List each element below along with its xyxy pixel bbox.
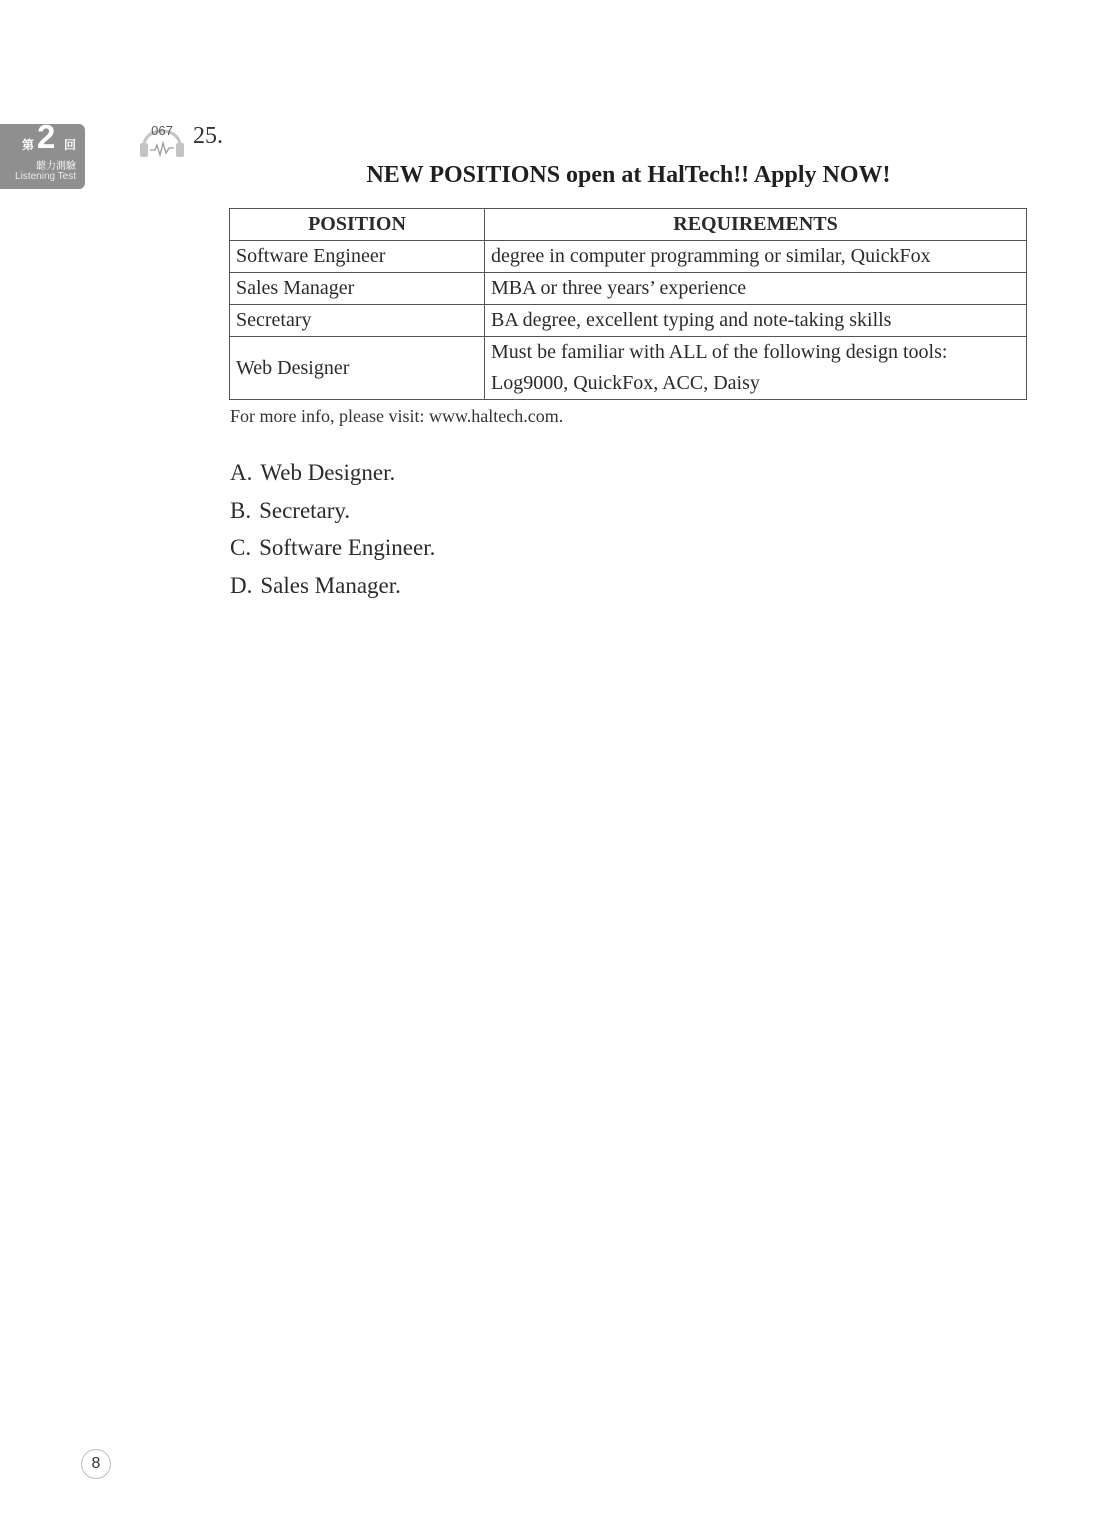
table-row — [230, 337, 1027, 400]
requirements-cell: BA degree, excellent typing and note-taking skills — [485, 305, 1027, 337]
position-cell: Web Designer — [230, 337, 485, 400]
requirements-line: Must be familiar with ALL of the following design tools: — [491, 341, 948, 363]
table-row — [230, 241, 1027, 273]
option-letter: D. — [230, 572, 253, 598]
position-cell: Sales Manager — [230, 273, 485, 305]
table-row — [230, 305, 1027, 337]
notice-footnote: For more info, please visit: www.haltech.com. — [230, 406, 564, 426]
requirements-line: Log9000, QuickFox, ACC, Daisy — [491, 372, 760, 394]
requirements-cell: MBA or three years’ experience — [485, 273, 1027, 305]
audio-track-number: 067 — [151, 123, 173, 138]
position-cell: Software Engineer — [230, 241, 485, 273]
section-title-en: Listening Test — [15, 171, 76, 182]
option-a[interactable] — [230, 456, 435, 494]
option-text: Software Engineer. — [259, 535, 436, 560]
section-tab-suffix: 回 — [64, 138, 77, 152]
answer-options — [230, 456, 435, 606]
option-text: Secretary. — [259, 497, 351, 523]
section-number: 2 — [37, 118, 56, 155]
headphones-icon — [138, 116, 186, 160]
column-header-position: POSITION — [230, 209, 485, 241]
position-cell: Secretary — [230, 305, 485, 337]
table-row — [230, 273, 1027, 305]
option-letter: B. — [230, 497, 252, 523]
option-c[interactable] — [230, 531, 435, 569]
section-tab-prefix: 第 — [22, 138, 35, 152]
table-header-row — [230, 209, 1027, 241]
requirements-cell — [485, 337, 1027, 400]
question-number: 25. — [193, 123, 223, 149]
column-header-requirements: REQUIREMENTS — [485, 209, 1027, 241]
section-title-zh: 聽力測驗 — [36, 161, 76, 172]
notice-title: NEW POSITIONS open at HalTech!! Apply NOW! — [366, 162, 891, 188]
option-d[interactable] — [230, 569, 435, 607]
option-text: Web Designer. — [260, 460, 396, 485]
page-number: 8 — [81, 1449, 111, 1479]
section-tab — [0, 118, 85, 189]
requirements-cell: degree in computer programming or similar, QuickFox — [485, 241, 1027, 273]
option-text: Sales Manager. — [260, 572, 401, 598]
option-letter: A. — [230, 460, 253, 485]
option-b[interactable] — [230, 494, 435, 532]
option-letter: C. — [230, 535, 252, 560]
positions-table — [229, 208, 1027, 400]
